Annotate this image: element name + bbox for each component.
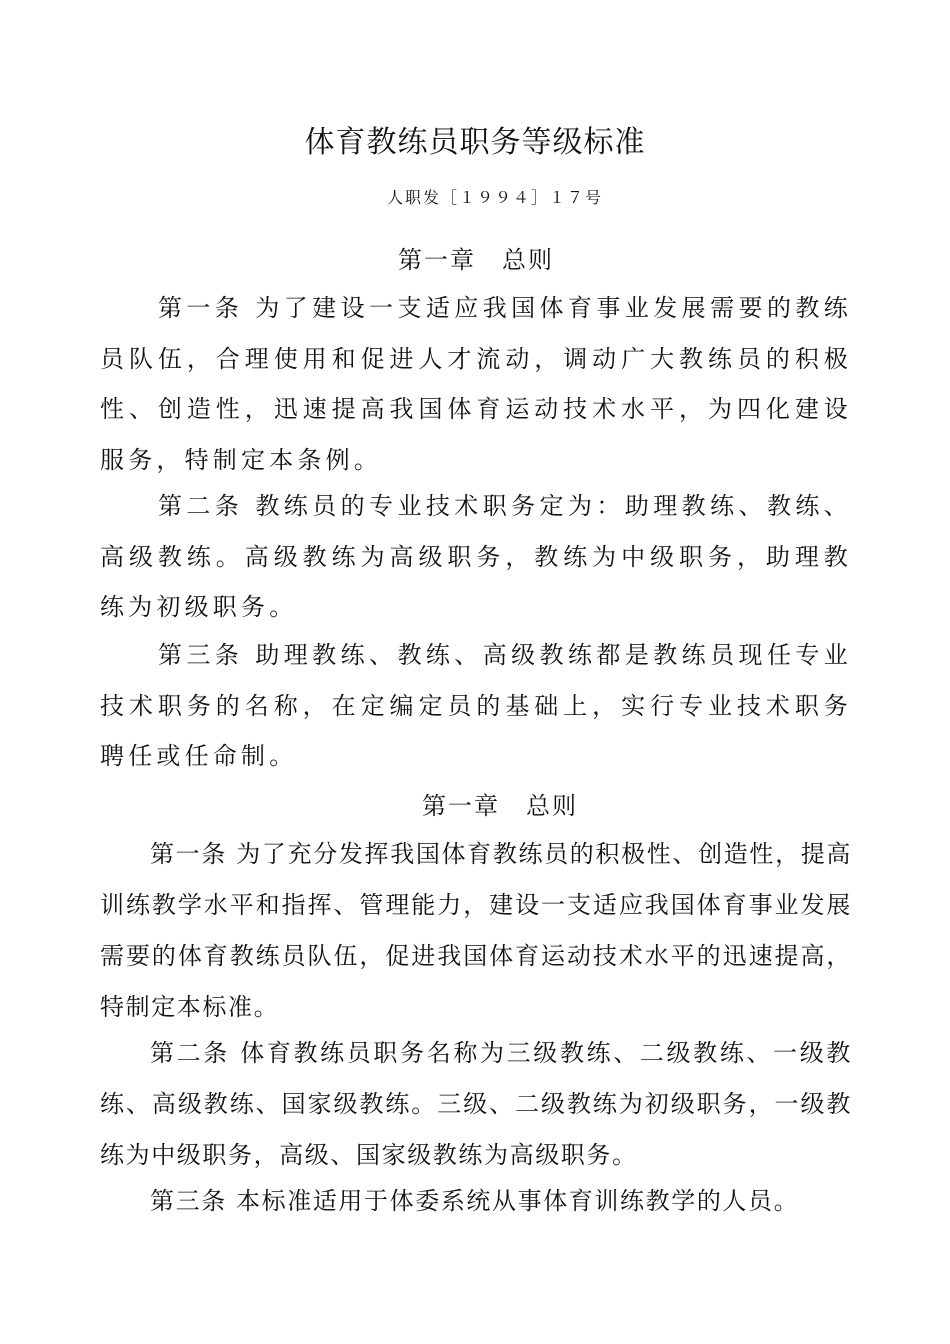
article-1-paragraph: 第一条 为了建设一支适应我国体育事业发展需要的教练员队伍，合理使用和促进人才流动，调动广大教练员的积极性、创造性，迅速提高我国体育运动技术水平，为四化建设服务，特制定本条例。 bbox=[100, 294, 852, 474]
chapter-heading-1: 第一章 总则 bbox=[398, 246, 554, 274]
standard-article-1-paragraph: 第一条 为了充分发挥我国体育教练员的积极性、创造性，提高训练教学水平和指挥、管理能力，建设一支适应我国体育事业发展需要的体育教练员队伍，促进我国体育运动技术水平的迅速提高，特制定本标准。 bbox=[100, 840, 852, 1021]
document-number: 人职发［１９９４］１７号 bbox=[386, 188, 603, 207]
document-title: 体育教练员职务等级标准 bbox=[304, 125, 646, 160]
article-2-paragraph: 第二条 教练员的专业技术职务定为：助理教练、教练、高级教练。高级教练为高级职务，教练为中级职务，助理教练为初级职务。 bbox=[100, 492, 852, 621]
standard-article-3-paragraph: 第三条 本标准适用于体委系统从事体育训练教学的人员。 bbox=[150, 1187, 800, 1215]
article-3-paragraph: 第三条 助理教练、教练、高级教练都是教练员现任专业技术职务的名称，在定编定员的基础上，实行专业技术职务聘任或任命制。 bbox=[100, 641, 852, 770]
standard-article-2-paragraph: 第二条 体育教练员职务名称为三级教练、二级教练、一级教练、高级教练、国家级教练。三级、二级教练为初级职务，一级教练为中级职务，高级、国家级教练为高级职务。 bbox=[100, 1039, 852, 1169]
chapter-heading-2: 第一章 总则 bbox=[422, 792, 578, 820]
